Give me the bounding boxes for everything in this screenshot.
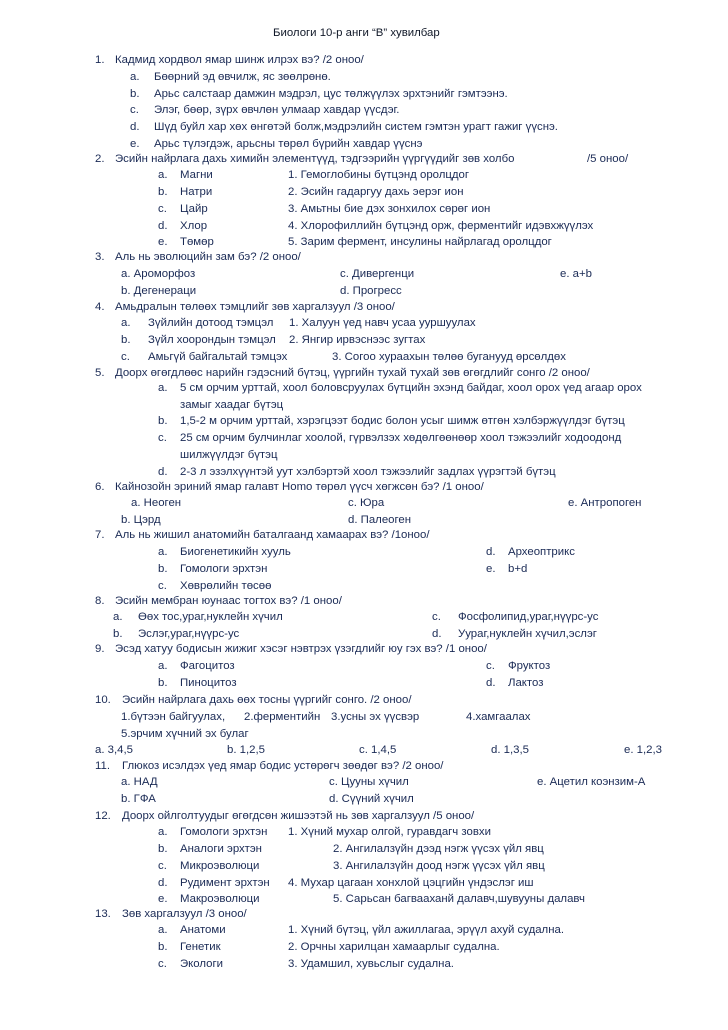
question-line-text: a. bbox=[158, 546, 168, 558]
question-line-segment: 4. Мухар цагаан хонхлой цэцгийн үндэслэг иш bbox=[288, 877, 534, 889]
question-line-text: 12. bbox=[95, 810, 111, 822]
question-line-segment: 5 см орчим урттай, хоол боловсруулах бүтцийн эхэнд байдаг, хоол орох үед агаар орох bbox=[180, 382, 642, 394]
question-line-text: c. bbox=[121, 351, 130, 363]
question-line-text: a. Неоген bbox=[131, 497, 182, 509]
question-line-text: b. ГФА bbox=[121, 793, 156, 805]
question-line-segment: Микроэволюци bbox=[180, 860, 260, 872]
question-line-segment: Шүд буйл хар хөх өнгөтэй болж,мэдрэлийн систем гэмтэн урагт гажиг үүснэ. bbox=[154, 121, 558, 133]
question-line-text: a. bbox=[158, 382, 168, 394]
question-line-text: d. bbox=[130, 121, 140, 133]
question-line-text: замыг хаадаг бүтэц bbox=[180, 399, 284, 411]
question-line-segment: d. bbox=[432, 628, 442, 640]
question-line-segment: Макроэволюци bbox=[180, 893, 260, 905]
question-line-text: b. bbox=[158, 186, 168, 198]
question-line-text: 4. bbox=[95, 301, 105, 313]
question-line-segment: 2. Янгир ирвэснээс зугтах bbox=[289, 334, 426, 346]
question-line-text: 6. bbox=[95, 481, 105, 493]
question-line-segment: Доорх өгөгдлөөс нарийн гэдэсний бүтэц, үүргийн тухай тухай зөв өгөгдлийг сонго /2 оноо/ bbox=[115, 367, 590, 379]
question-line-segment: 2. Ангилалзүйн дээд нэгж үүсэх үйл явц bbox=[333, 843, 544, 855]
question-line-segment: Магни bbox=[180, 169, 213, 181]
question-line-segment: Аналоги эрхтэн bbox=[180, 843, 262, 855]
question-line-segment: Эсийн найрлага дахь химийн элементүүд, тэдгээрийн үүргүүдийг зөв холбо bbox=[115, 153, 515, 165]
question-line-segment: e. Антропоген bbox=[568, 497, 642, 509]
question-line-text: a. bbox=[130, 71, 140, 83]
question-line-segment: 3. Амьтны бие дэх зонхилох сөрөг ион bbox=[288, 203, 491, 215]
question-line-segment: Пиноцитоз bbox=[180, 677, 237, 689]
question-line-segment: 3. Удамшил, хувьслыг судална. bbox=[288, 958, 454, 970]
question-line-segment: Эслэг,ураг,нүүрс-ус bbox=[138, 628, 240, 640]
question-line-text: 3. bbox=[95, 251, 105, 263]
question-line-segment: 5. Сарьсан багвааханй далавч,шувууны далавч bbox=[333, 893, 585, 905]
question-line-text: c. bbox=[158, 860, 167, 872]
question-line-segment: Глюкоз исэлдэх үед ямар бодис устөрөгч зөөдөг вэ? /2 оноо/ bbox=[122, 760, 444, 772]
question-line-text: 10. bbox=[95, 694, 111, 706]
question-line-segment: 1. Хүний мухар олгой, гуравдагч зовхи bbox=[288, 826, 491, 838]
question-line-segment: c. Дивергенци bbox=[340, 268, 415, 280]
question-line-text: b. Дегенераци bbox=[121, 285, 197, 297]
question-line-text: a. bbox=[121, 317, 131, 329]
question-line-segment: 3.усны эх үүсвэр bbox=[331, 711, 420, 723]
question-line-segment: Анатоми bbox=[180, 924, 226, 936]
question-line-segment: Амьгүй байгальтай тэмцэх bbox=[148, 351, 288, 363]
question-line-segment: Эсэд хатуу бодисын жижиг хэсэг нэвтрэх үзэгдлийг юу гэх вэ? /1 оноо/ bbox=[115, 643, 487, 655]
question-line-segment: d. Сүүний хүчил bbox=[329, 793, 414, 805]
question-line-segment: Фагоцитоз bbox=[180, 660, 235, 672]
question-line-segment: 1. Хүний бүтэц, үйл ажиллагаа, эрүүл ахуй судална. bbox=[288, 924, 564, 936]
question-line-segment: /5 оноо/ bbox=[587, 153, 629, 165]
question-line-segment: Доорх ойлголтуудыг өгөгдсөн жишээтэй нь зөв харгалзуул /5 оноо/ bbox=[122, 810, 475, 822]
question-line-text: a. bbox=[113, 611, 123, 623]
question-line-segment: Зүйл хоорондын тэмцэл bbox=[148, 334, 276, 346]
question-line-segment: e. a+b bbox=[560, 268, 592, 280]
question-line-segment: c. Юра bbox=[348, 497, 385, 509]
question-line-text: b. bbox=[158, 415, 168, 427]
question-line-segment: Кадмид хордвол ямар шинж илрэх вэ? /2 оноо/ bbox=[115, 54, 364, 66]
question-line-segment: e. 1,2,3 bbox=[624, 744, 662, 756]
question-line-segment: c. 1,4,5 bbox=[359, 744, 397, 756]
question-line-segment: d. bbox=[486, 677, 496, 689]
question-line-segment: 1. Гемоглобины бүтцэнд оролцдог bbox=[288, 169, 470, 181]
question-line-segment: e. Ацетил коэнзим-А bbox=[537, 776, 646, 788]
question-line-segment: Эсийн найрлага дахь өөх тосны үүргийг сонго. /2 оноо/ bbox=[122, 694, 412, 706]
question-line-text: 9. bbox=[95, 643, 105, 655]
question-line-text: c. bbox=[158, 432, 167, 444]
question-line-text: a. Ароморфоз bbox=[121, 268, 196, 280]
question-line-segment: c. bbox=[432, 611, 441, 623]
question-line-segment: Төмөр bbox=[180, 236, 214, 248]
question-line-text: c. bbox=[158, 580, 167, 592]
question-line-text: a. bbox=[158, 169, 168, 181]
question-line-text: a. bbox=[158, 660, 168, 672]
question-line-segment: c. Цууны хүчил bbox=[329, 776, 409, 788]
question-line-segment: Цайр bbox=[180, 203, 208, 215]
question-line-segment: Экологи bbox=[180, 958, 224, 970]
question-line-segment: Амьдралын төлөөх тэмцлийг зөв харгалзуул /3 оноо/ bbox=[115, 301, 395, 313]
question-line-segment: 2.ферментийн bbox=[244, 711, 321, 723]
question-line-segment: Фосфолипид,ураг,нүүрс-ус bbox=[458, 611, 599, 623]
question-line-segment: Лактоз bbox=[508, 677, 544, 689]
question-line-text: e. bbox=[158, 236, 168, 248]
question-line-text: 5.эрчим хүчний эх булаг bbox=[121, 728, 249, 740]
question-line-segment: Кайнозойн эриний ямар галавт Homo төрөл үүсч хөгжсөн бэ? /1 оноо/ bbox=[115, 481, 484, 493]
question-line-segment: Уураг,нуклейн хүчил,эслэг bbox=[458, 628, 597, 640]
question-line-segment: Натри bbox=[180, 186, 213, 198]
question-line-text: b. Цэрд bbox=[121, 514, 161, 526]
question-line-text: 11. bbox=[95, 760, 110, 772]
question-line-segment: Өөх тос,ураг,нуклейн хүчил bbox=[138, 611, 283, 623]
question-line-text: e. bbox=[130, 138, 140, 150]
question-line-text: b. bbox=[121, 334, 131, 346]
question-line-segment: Бөөрний эд өвчилж, яс зөөлрөнө. bbox=[154, 71, 331, 83]
question-line-text: d. bbox=[158, 877, 168, 889]
question-line-text: b. bbox=[158, 941, 168, 953]
question-line-text: b. bbox=[158, 843, 168, 855]
question-line-text: b. bbox=[113, 628, 123, 640]
question-line-text: 8. bbox=[95, 595, 105, 607]
question-line-text: d. bbox=[158, 466, 168, 478]
question-line-text: b. bbox=[158, 677, 168, 689]
question-line-segment: Биогенетикийн хууль bbox=[180, 546, 291, 558]
question-line-text: 1.бүтээн байгуулах, bbox=[121, 711, 226, 723]
question-line-text: 1. bbox=[95, 54, 105, 66]
question-line-segment: b+d bbox=[508, 563, 528, 575]
question-line-segment: d. Палеоген bbox=[348, 514, 412, 526]
question-line-segment: 2-3 л эзэлхүүнтэй уут хэлбэртэй хоол тэжээлийг задлах үүрэгтэй бүтэц bbox=[180, 466, 556, 478]
question-line-text: a. bbox=[158, 924, 168, 936]
question-line-segment: Рудимент эрхтэн bbox=[180, 877, 270, 889]
question-line-segment: e. bbox=[486, 563, 496, 575]
question-line-segment: 2. Эсийн гадаргуу дахь эерэг ион bbox=[288, 186, 464, 198]
question-line-segment: 25 см орчим булчинлаг хоолой, гүрвэлзэх хөдөлгөөнөөр хоол тэжээлийг ходоодонд bbox=[180, 432, 622, 444]
question-line-text: a. 3,4,5 bbox=[95, 744, 133, 756]
question-line-text: e. bbox=[158, 893, 168, 905]
question-line-text: 13. bbox=[95, 908, 111, 920]
question-line-segment: Элэг, бөөр, зүрх өвчлөн улмаар хавдар үүсдэг. bbox=[154, 104, 400, 116]
question-line-segment: Аль нь жишил анатомийн баталгаанд хамаарах вэ? /1оноо/ bbox=[115, 529, 430, 541]
question-line-segment: d. bbox=[486, 546, 496, 558]
question-line-text: a. НАД bbox=[121, 776, 158, 788]
question-line-segment: Зүйлийн дотоод тэмцэл bbox=[148, 317, 274, 329]
question-line-text: 2. bbox=[95, 153, 105, 165]
question-line-segment: Гомологи эрхтэн bbox=[180, 563, 268, 575]
question-line-text: 5. bbox=[95, 367, 105, 379]
question-line-text: c. bbox=[158, 203, 167, 215]
question-line-segment: Эсийн мембран юунаас тогтох вэ? /1 оноо/ bbox=[115, 595, 342, 607]
question-line-segment: Археоптрикс bbox=[508, 546, 575, 558]
question-line-segment: c. bbox=[486, 660, 495, 672]
question-line-segment: Аль нь эволюцийн зам бэ? /2 оноо/ bbox=[115, 251, 301, 263]
question-line-text: 7. bbox=[95, 529, 105, 541]
question-line-segment: Арьс салстаар дамжин мэдрэл, цус төлжүүлэх эрхтэнийг гэмтээнэ. bbox=[154, 88, 508, 100]
question-line-text: шилжүүлдэг бүтэц bbox=[180, 449, 278, 461]
question-line-segment: 4.хамгаалах bbox=[466, 711, 531, 723]
question-line-segment: Арьс түлэгдэж, арьсны төрөл бүрийн хавдар үүснэ bbox=[154, 138, 423, 150]
question-line-segment: 2. Орчны харилцан хамаарлыг судална. bbox=[288, 941, 500, 953]
question-line-segment: Хөврөлийн төсөө bbox=[180, 580, 272, 592]
question-line-text: b. bbox=[158, 563, 168, 575]
question-line-segment: 5. Зарим фермент, инсулины найрлагад оролцдог bbox=[288, 236, 552, 248]
question-line-segment: b. 1,2,5 bbox=[227, 744, 265, 756]
question-line-text: a. bbox=[158, 826, 168, 838]
question-line-segment: d. Прогресс bbox=[340, 285, 402, 297]
question-line-segment: 1,5-2 м орчим урттай, хэрэгцээт бодис болон усыг шимж өтгөн хэлбэржүүлдэг бүтэц bbox=[180, 415, 625, 427]
question-line-segment: 1. Халуун үед навч усаа ууршуулах bbox=[289, 317, 476, 329]
question-line-segment: 4. Хлорофиллийн бүтцэнд орж, ферментийг идэвхжүүлэх bbox=[288, 220, 594, 232]
question-line-segment: Гомологи эрхтэн bbox=[180, 826, 268, 838]
question-line-segment: Фруктоз bbox=[508, 660, 551, 672]
question-line-text: c. bbox=[130, 104, 139, 116]
question-line-segment: 3. Ангилалзүйн доод нэгж үүсэх үйл явц bbox=[333, 860, 545, 872]
question-line-text: b. bbox=[130, 88, 140, 100]
question-line-text: c. bbox=[158, 958, 167, 970]
question-line-segment: Хлор bbox=[180, 220, 208, 232]
question-line-segment: Генетик bbox=[180, 941, 221, 953]
question-line-segment: Зөв харгалзуул /3 оноо/ bbox=[122, 908, 247, 920]
page-title: Биологи 10-р анги “B” хувилбар bbox=[273, 27, 440, 39]
question-line-segment: d. 1,3,5 bbox=[491, 744, 529, 756]
question-line-segment: 3. Согоо хураахын төлөө буганууд өрсөлдөх bbox=[332, 351, 566, 363]
question-line-text: d. bbox=[158, 220, 168, 232]
